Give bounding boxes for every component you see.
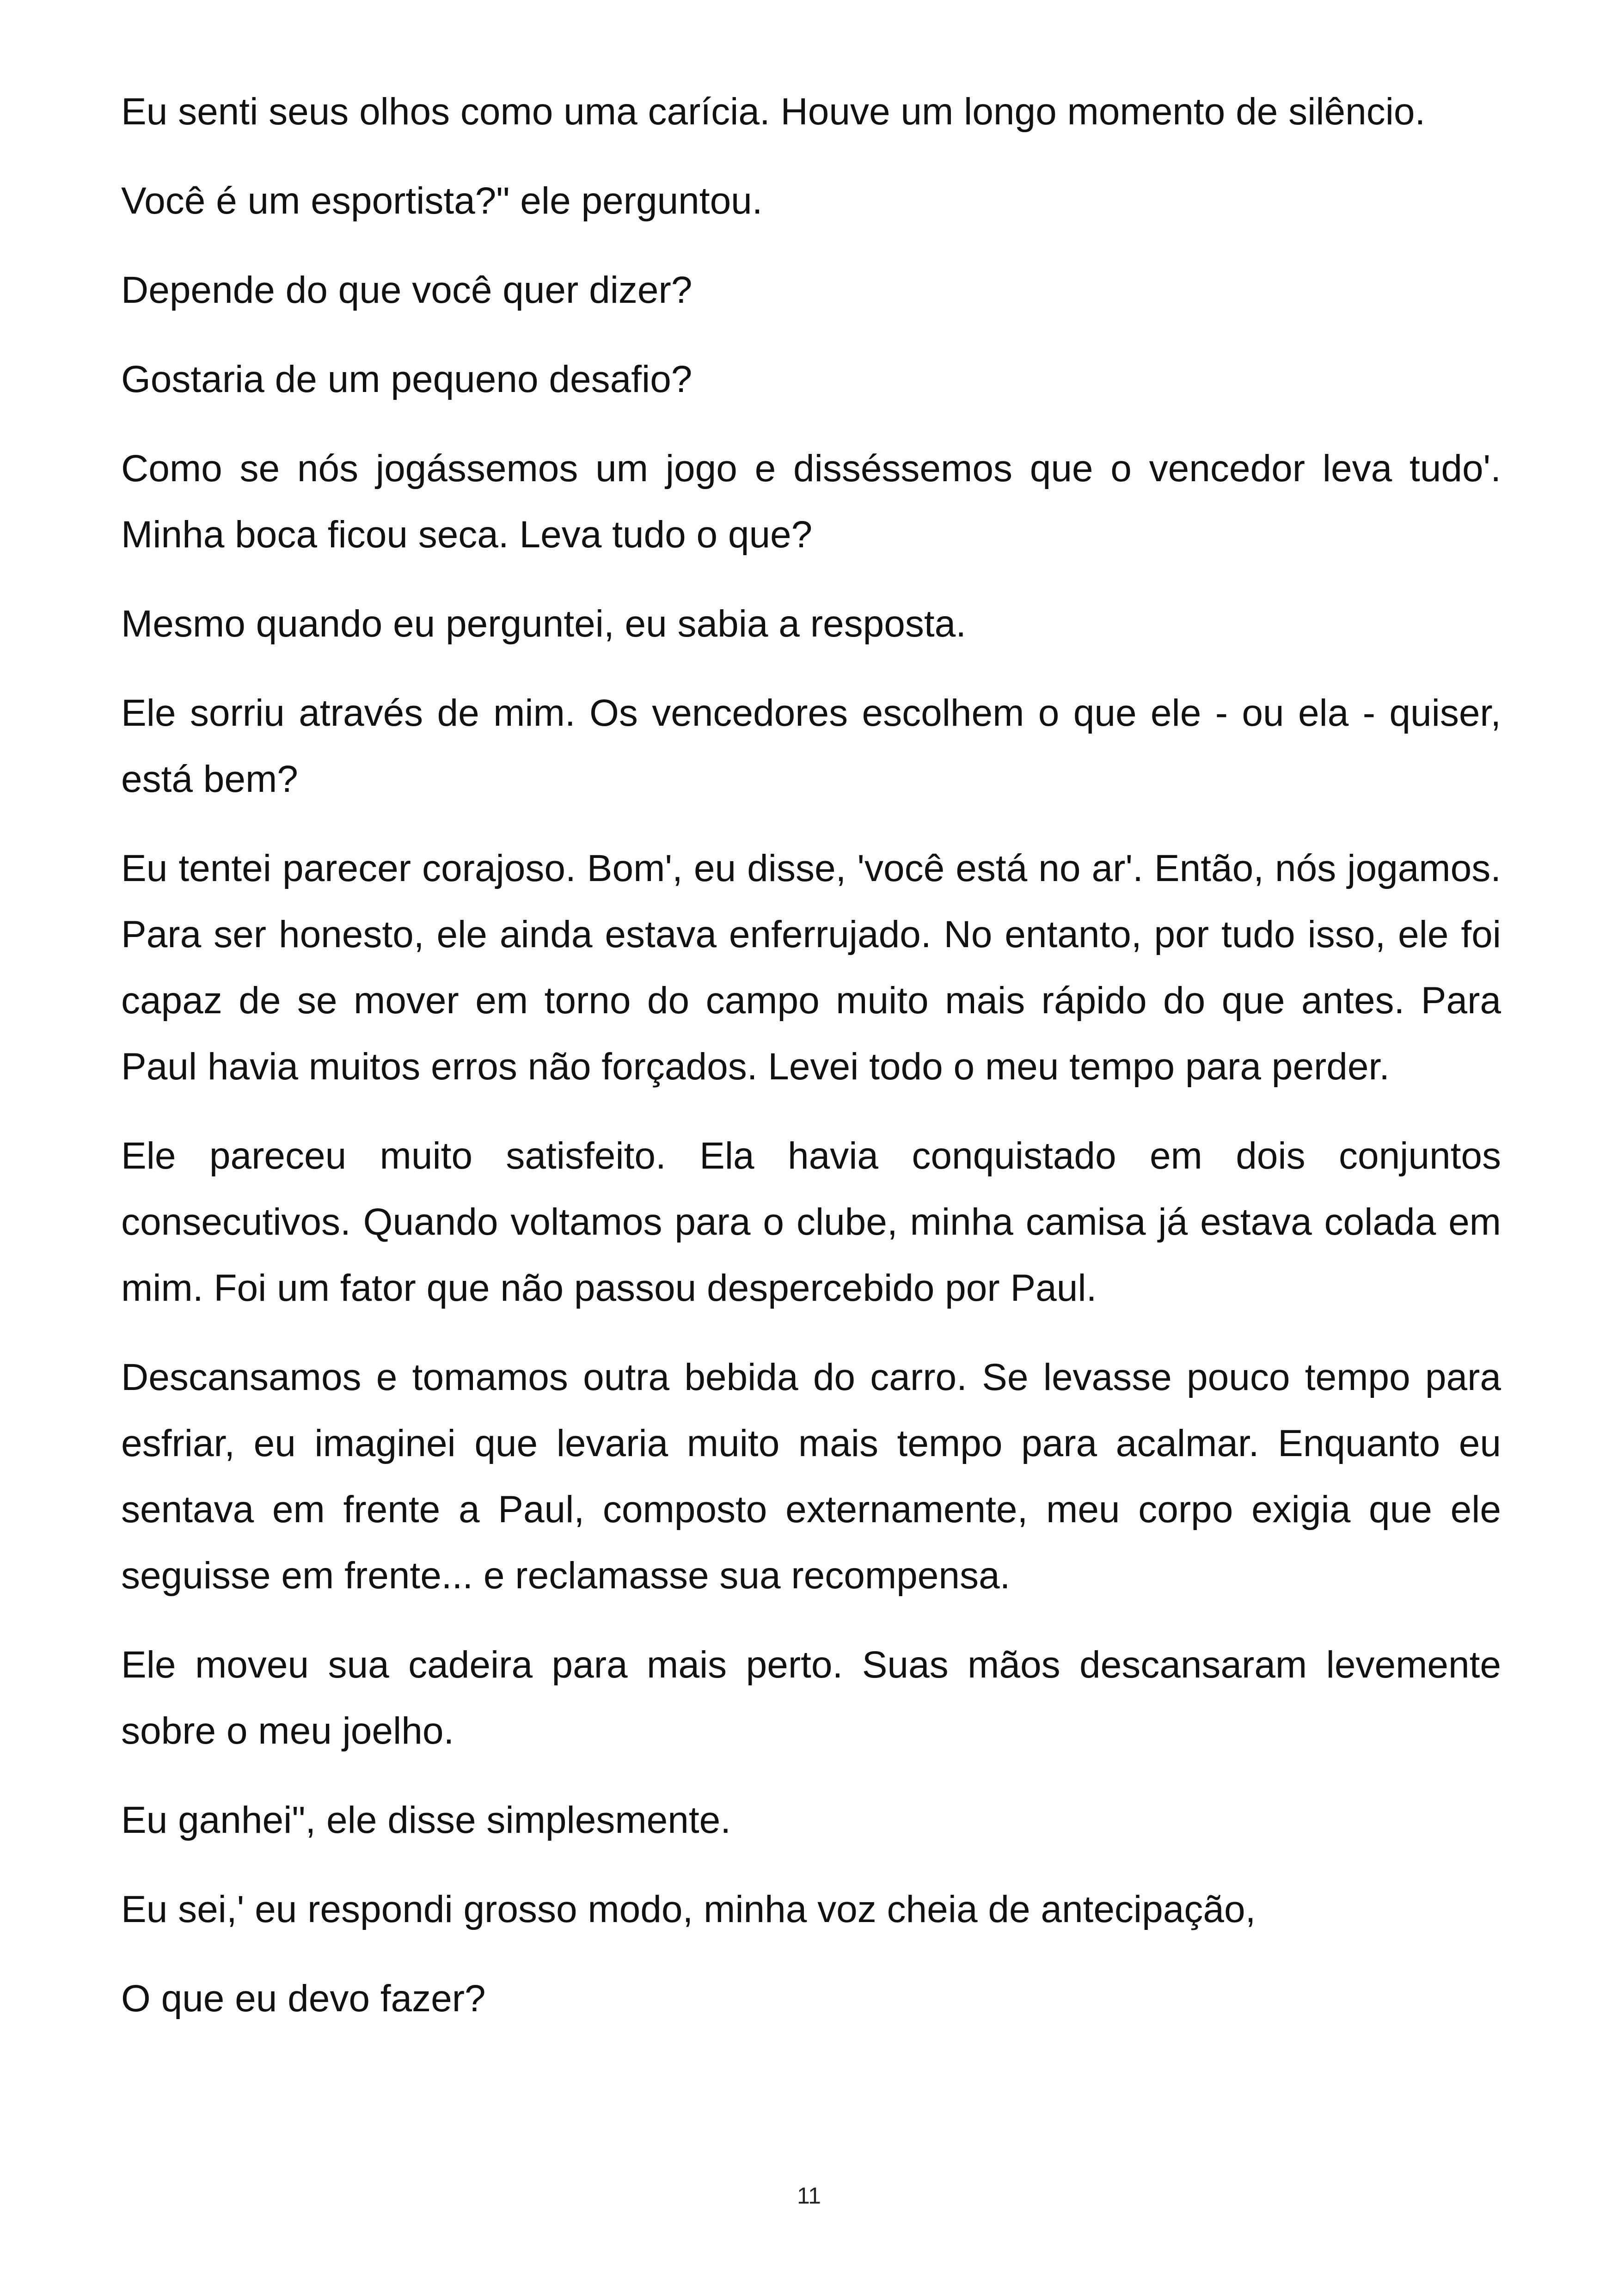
paragraph: Eu senti seus olhos como uma carícia. Houve um longo momento de silêncio. xyxy=(121,91,1426,133)
paragraph: Ele sorriu através de mim. Os vencedores escolhem o que ele - ou ela - quiser, está bem? xyxy=(121,692,1501,800)
paragraph: Eu ganhei", ele disse simplesmente. xyxy=(121,1799,731,1841)
paragraph: Ele pareceu muito satisfeito. Ela havia conquistado em dois conjuntos consecutivos. Quando voltamos para o clube, minha camisa já estava colada em mim. Foi um fator que não passou despercebido por Paul. xyxy=(121,1135,1501,1309)
paragraph: Ele moveu sua cadeira para mais perto. Suas mãos descansaram levemente sobre o meu joelho. xyxy=(121,1644,1501,1752)
paragraph: Mesmo quando eu perguntei, eu sabia a resposta. xyxy=(121,603,966,645)
paragraph: Eu sei,' eu respondi grosso modo, minha voz cheia de antecipação, xyxy=(121,1888,1256,1930)
paragraph: Descansamos e tomamos outra bebida do carro. Se levasse pouco tempo para esfriar, eu imaginei que levaria muito mais tempo para acalmar. Enquanto eu sentava em frente a Paul, composto externamente, meu corpo exigia que ele seguisse em frente... e reclamasse sua recompensa. xyxy=(121,1356,1501,1597)
body-text xyxy=(121,79,1501,2055)
paragraph: Como se nós jogássemos um jogo e disséssemos que o vencedor leva tudo'. Minha boca ficou seca. Leva tudo o que? xyxy=(121,447,1501,556)
paragraph: Gostaria de um pequeno desafio? xyxy=(121,358,693,400)
page-number: 11 xyxy=(797,2183,821,2209)
paragraph: O que eu devo fazer? xyxy=(121,1978,486,2020)
paragraph: Eu tentei parecer corajoso. Bom', eu disse, 'você está no ar'. Então, nós jogamos. Para ser honesto, ele ainda estava enferrujado. No entanto, por tudo isso, ele foi capaz de se mover em torno do campo muito mais rápido do que antes. Para Paul havia muitos erros não forçados. Levei todo o meu tempo para perder. xyxy=(121,847,1501,1088)
paragraph: Depende do que você quer dizer? xyxy=(121,269,693,311)
paragraph: Você é um esportista?" ele perguntou. xyxy=(121,180,763,222)
